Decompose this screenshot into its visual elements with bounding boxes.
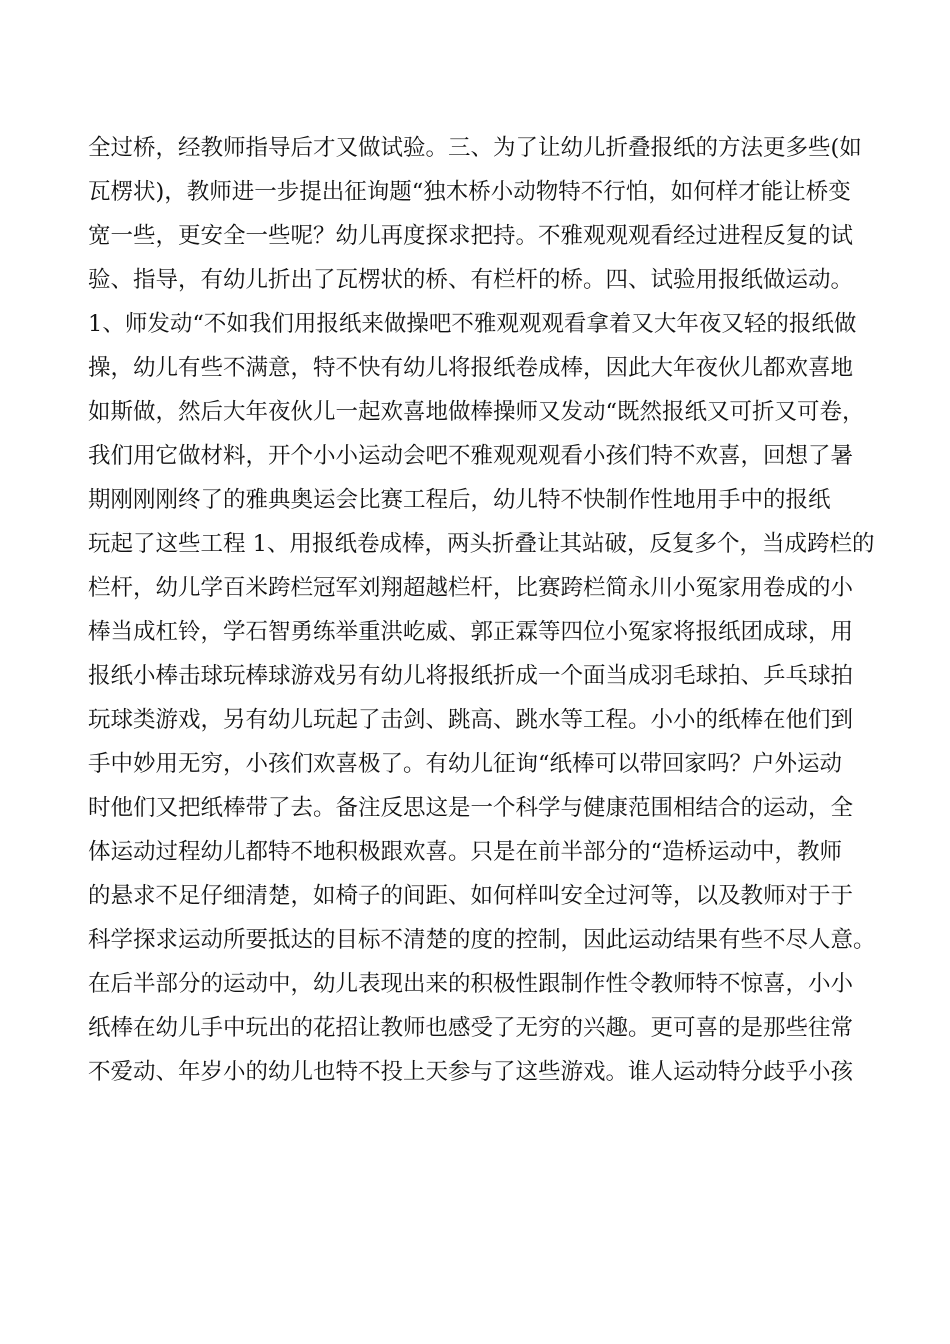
text-line: 不爱动、年岁小的幼儿也特不投上天参与了这些游戏。谁人运动特分歧乎小孩 [88,1059,854,1085]
text-line: 玩起了这些工程 1、用报纸卷成棒，两头折叠让其站破，反复多个，当成跨栏的 [88,531,875,557]
text-line: 体运动过程幼儿都特不地积极跟欢喜。只是在前半部分的“造桥运动中，教师 [88,839,843,865]
text-line: 报纸小棒击球玩棒球游戏另有幼儿将报纸折成一个面当成羽毛球拍、乒乓球拍 [88,663,854,689]
text-line: 纸棒在幼儿手中玩出的花招让教师也感受了无穷的兴趣。更可喜的是那些往常 [88,1015,854,1041]
text-line: 操，幼儿有些不满意，特不快有幼儿将报纸卷成棒，因此大年夜伙儿都欢喜地 [88,355,854,381]
text-line: 瓦楞状)，教师进一步提出征询题“独木桥小动物特不行怕，如何样才能让桥变 [88,179,851,205]
text-line: 期刚刚刚终了的雅典奥运会比赛工程后，幼儿特不快制作性地用手中的报纸 [88,487,831,513]
text-line: 我们用它做材料，开个小小运动会吧不雅观观观看小孩们特不欢喜，回想了暑 [88,443,854,469]
text-line: 在后半部分的运动中，幼儿表现出来的积极性跟制作性令教师特不惊喜，小小 [88,971,854,997]
text-line: 宽一些，更安全一些呢？幼儿再度探求把持。不雅观观观看经过进程反复的试 [88,223,854,249]
text-line: 手中妙用无穷，小孩们欢喜极了。有幼儿征询“纸棒可以带回家吗？户外运动 [88,751,843,777]
text-line: 验、指导，有幼儿折出了瓦楞状的桥、有栏杆的桥。四、试验用报纸做运动。 [88,267,854,293]
text-line: 的悬求不足仔细清楚，如椅子的间距、如何样叫安全过河等，以及教师对于于 [88,883,854,909]
text-line: 玩球类游戏，另有幼儿玩起了击剑、跳高、跳水等工程。小小的纸棒在他们到 [88,707,854,733]
text-line: 如斯做，然后大年夜伙儿一起欢喜地做棒操师又发动“既然报纸又可折又可卷， [88,399,865,425]
body-text [88,126,888,1094]
text-line: 时他们又把纸棒带了去。备注反思这是一个科学与健康范围相结合的运动，全 [88,795,854,821]
text-line: 全过桥，经教师指导后才又做试验。三、为了让幼儿折叠报纸的方法更多些(如 [88,135,862,161]
text-line: 棒当成杠铃，学石智勇练举重洪屹威、郭正霖等四位小冤家将报纸团成球，用 [88,619,854,645]
text-line: 1、师发动“不如我们用报纸来做操吧不雅观观观看拿着又大年夜又轻的报纸做 [88,311,857,337]
text-line: 科学探求运动所要抵达的目标不清楚的度的控制，因此运动结果有些不尽人意。 [88,927,876,953]
text-line: 栏杆，幼儿学百米跨栏冠军刘翔超越栏杆，比赛跨栏简永川小冤家用卷成的小 [88,575,854,601]
